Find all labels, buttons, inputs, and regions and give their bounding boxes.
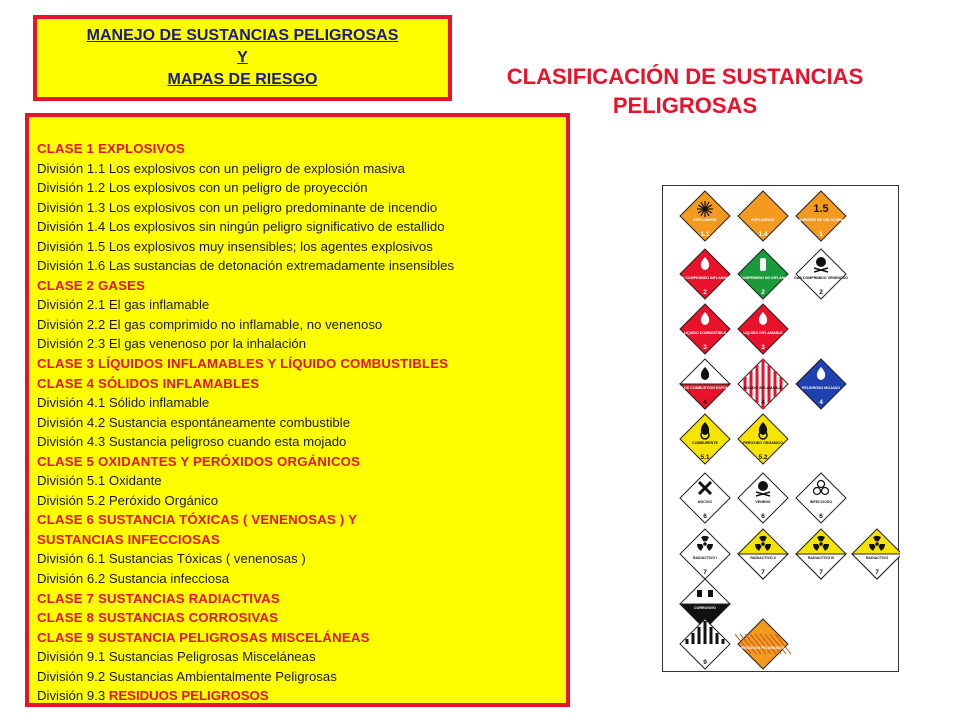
placard-class-number: 5.1 bbox=[700, 454, 710, 461]
placard-class-number: 1 bbox=[819, 231, 823, 238]
hazard-placard bbox=[731, 249, 795, 299]
main-title-line-1: CLASIFICACIÓN DE SUSTANCIAS bbox=[506, 64, 864, 89]
division-item: División 5.1 Oxidante bbox=[37, 473, 162, 489]
hazard-placard bbox=[677, 249, 735, 299]
class-heading: CLASE 8 SUSTANCIAS CORROSIVAS bbox=[37, 610, 279, 626]
header-line-2: Y bbox=[237, 49, 248, 66]
placard-class-number: 1.1 bbox=[700, 231, 710, 238]
placard-label: EXPLOSIVOS bbox=[751, 218, 775, 222]
hazard-placards-panel bbox=[662, 185, 899, 672]
placard-class-number: 3 bbox=[703, 344, 707, 351]
division-item: División 2.3 El gas venenoso por la inhalación bbox=[37, 336, 307, 352]
placard-label: SOLIDO INFLAMABLE bbox=[743, 386, 783, 390]
hatch-icon bbox=[735, 634, 791, 654]
placard-label: RADIACTIVO II bbox=[750, 556, 776, 560]
placard-label: RADIACTIVO bbox=[865, 556, 889, 560]
placards-canvas bbox=[663, 186, 900, 673]
division-item: División 1.2 Los explosivos con un peligro de proyección bbox=[37, 180, 368, 196]
division-item: División 4.2 Sustancia espontáneamente combustible bbox=[37, 414, 351, 430]
division-item: División 2.2 El gas comprimido no inflamable, no venenoso bbox=[37, 316, 383, 332]
placard-class-number: 4 bbox=[761, 399, 765, 406]
placard-label: PELIGROSO MOJADO bbox=[801, 386, 841, 390]
class-heading: CLASE 2 GASES bbox=[37, 277, 146, 293]
placard-class-number: 7 bbox=[819, 569, 823, 576]
placard-class-number: 9 bbox=[703, 659, 707, 666]
hazard-placard bbox=[738, 304, 788, 354]
division-item: División 6.1 Sustancias Tóxicas ( venenosas ) bbox=[37, 551, 306, 567]
class-heading: CLASE 3 LÍQUIDOS INFLAMABLES Y LÍQUIDO COMBUSTIBLES bbox=[37, 356, 449, 372]
division-item: División 1.6 Las sustancias de detonación extremadamente insensibles bbox=[37, 258, 455, 274]
division-item bbox=[37, 686, 566, 706]
class-heading: CLASE 1 EXPLOSIVOS bbox=[37, 141, 185, 156]
placard-big-number: 1.5 bbox=[813, 203, 829, 215]
class-heading: CLASE 6 SUSTANCIA TÓXICAS ( VENENOSAS ) Y bbox=[37, 512, 358, 528]
class-heading: CLASE 9 SUSTANCIA PELIGROSAS MISCELÁNEAS bbox=[37, 629, 370, 645]
division-item: División 4.3 Sustancia peligroso cuando esta mojado bbox=[37, 434, 347, 450]
placard-label: RESIDUOS PELIGROSOS bbox=[741, 646, 785, 650]
hazard-placard bbox=[680, 473, 730, 523]
header-box bbox=[33, 15, 452, 101]
placard-class-number: 4 bbox=[819, 399, 823, 406]
class-heading: CLASE 4 SÓLIDOS INFLAMABLES bbox=[37, 375, 260, 391]
division-item: División 5.2 Peróxido Orgánico bbox=[37, 492, 219, 508]
placard-class-number: 2 bbox=[761, 289, 765, 296]
main-title-line-2: PELIGROSAS bbox=[612, 93, 758, 118]
division-prefix: División 9.3 bbox=[37, 688, 109, 704]
class-heading: SUSTANCIAS INFECCIOSAS bbox=[37, 531, 220, 547]
hazard-placard bbox=[794, 249, 848, 299]
placard-class-number: 3 bbox=[761, 344, 765, 351]
hazard-placard bbox=[735, 619, 791, 669]
hazard-placard bbox=[852, 529, 900, 579]
hazard-placard bbox=[680, 304, 730, 354]
classification-list bbox=[25, 113, 570, 707]
class-heading: CLASE 7 SUSTANCIAS RADIACTIVAS bbox=[37, 590, 280, 606]
division-item: División 9.2 Sustancias Ambientalmente Peligrosas bbox=[37, 668, 337, 684]
placard-label: EXPLOSIVOS bbox=[693, 218, 717, 222]
placard-label: CORROSIVO bbox=[694, 606, 716, 610]
hazard-placard bbox=[738, 359, 788, 409]
division-item: División 6.2 Sustancia infecciosa bbox=[37, 571, 230, 587]
division-item: División 2.1 El gas inflamable bbox=[37, 297, 210, 313]
placard-label: RADIACTIVO I bbox=[692, 556, 718, 560]
placard-label: GAS COMPRIMIDO NO INFLAMABLE bbox=[731, 276, 795, 280]
class-heading: CLASE 5 OXIDANTES Y PERÓXIDOS ORGÁNICOS bbox=[37, 453, 361, 469]
division-item: División 4.1 Sólido inflamable bbox=[37, 395, 210, 411]
hazard-placard bbox=[669, 359, 740, 409]
hazard-placard bbox=[680, 414, 730, 464]
placard-label: GAS COMPRIMIDO VENENOSO bbox=[794, 276, 848, 280]
placard-label: COMBURENTE bbox=[692, 441, 718, 445]
placard-label: PEROXIDO ORGANICO bbox=[743, 441, 783, 445]
division-item: División 1.5 Los explosivos muy insensibles; los agentes explosivos bbox=[37, 238, 433, 254]
division-item: División 1.3 Los explosivos con un peligro predominante de incendio bbox=[37, 199, 438, 215]
placard-class-number: 4 bbox=[703, 399, 707, 406]
placard-label: SOLIDO DE COMBUSTION ESPONTANEA bbox=[669, 386, 741, 390]
hazard-placard bbox=[680, 529, 730, 579]
placard-class-number: 6 bbox=[761, 513, 765, 520]
placard-label: VENENO bbox=[755, 500, 771, 504]
cylinder-icon bbox=[760, 258, 766, 271]
placard-class-number: 7 bbox=[703, 569, 707, 576]
division-highlight: RESIDUOS PELIGROSOS bbox=[108, 688, 269, 704]
hazard-placard bbox=[680, 191, 730, 241]
hazard-placard bbox=[738, 529, 788, 579]
division-item: División 9.1 Sustancias Peligrosas Misceláneas bbox=[37, 649, 316, 665]
hazard-placard bbox=[738, 191, 788, 241]
placard-class-number: 5.2 bbox=[758, 454, 768, 461]
placard-label: NOCIVO bbox=[697, 500, 713, 504]
placard-class-number: 2 bbox=[703, 289, 707, 296]
placard-class-number: 2 bbox=[819, 289, 823, 296]
hazard-placard bbox=[738, 414, 788, 464]
placard-label: AGENTES DE VOLADURA bbox=[798, 218, 844, 222]
placard-label: INFECCIOSO bbox=[809, 500, 833, 504]
placard-class-number: 1.4 bbox=[758, 231, 768, 238]
placard-label: LIQUIDO COMBUSTIBLE bbox=[683, 331, 727, 335]
placard-label: RADIACTIVO III bbox=[807, 556, 835, 560]
main-title bbox=[470, 62, 900, 120]
hazard-placard bbox=[680, 619, 730, 669]
placard-label: LIQUIDO INFLAMABLE bbox=[743, 331, 783, 335]
placard-class-number: 7 bbox=[875, 569, 879, 576]
hazard-placard bbox=[738, 473, 788, 523]
hazard-placard bbox=[796, 191, 846, 241]
hazard-placard bbox=[796, 359, 846, 409]
placard-class-number: 7 bbox=[761, 569, 765, 576]
placard-class-number: 6 bbox=[819, 513, 823, 520]
placard-label: GAS COMPRIMIDO INFLAMABLE bbox=[676, 276, 734, 280]
header-line-3: MAPAS DE RIESGO bbox=[167, 71, 318, 88]
placard-class-number: 6 bbox=[703, 513, 707, 520]
hazard-placard bbox=[796, 473, 846, 523]
division-item: División 1.1 Los explosivos con un peligro de explosión masiva bbox=[37, 160, 405, 176]
division-item: División 1.4 Los explosivos sin ningún peligro significativo de estallido bbox=[37, 219, 445, 235]
header-line-1: MANEJO DE SUSTANCIAS PELIGROSAS bbox=[86, 27, 399, 44]
hazard-placard bbox=[796, 529, 846, 579]
